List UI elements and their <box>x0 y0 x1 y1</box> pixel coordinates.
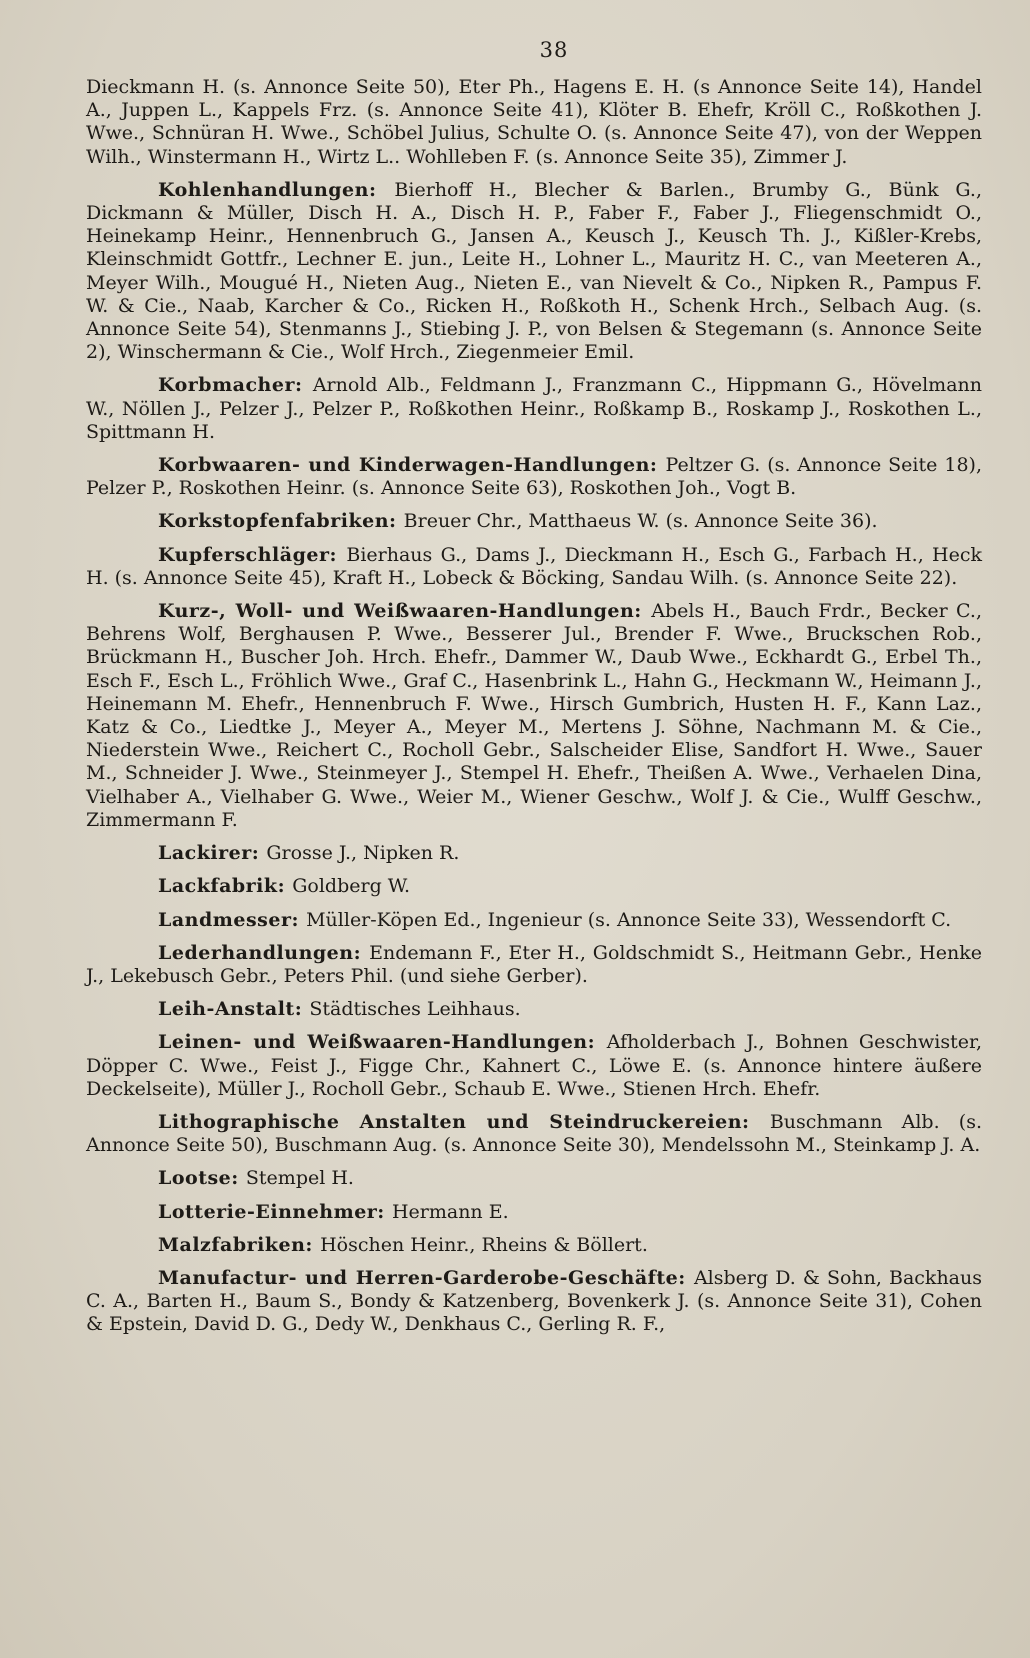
directory-entry <box>86 600 982 832</box>
category-heading: Malzfabriken: <box>158 1233 313 1256</box>
entry-text: Abels H., Bauch Frdr., Becker C., Behrens Wolf, Berghausen P. Wwe., Besserer Jul., Brender F. Wwe., Bruckschen Rob., Brückmann H., Buscher Joh. Hrch. Ehefr., Dammer W., Daub Wwe., Eckhardt G., Erbel Th., Esch F., Esch L., Fröhlich Wwe., Graf C., Hasenbrink L., Hahn G., Heckmann W., Heimann J., Heinemann M. Ehefr., Hennenbruch F. Wwe., Hirsch Gumbrich, Husten H. F., Kann Laz., Katz & Co., Liedtke J., Meyer A., Meyer M., Mertens J. Söhne, Nachmann M. & Cie., Niederstein Wwe., Reichert C., Rocholl Gebr., Salscheider Elise, Sandfort H. Wwe., Sauer M., Schneider J. Wwe., Steinmeyer J., Stempel H. Ehefr., Theißen A. Wwe., Verhaelen Dina, Vielhaber A., Vielhaber G. Wwe., Weier M., Wiener Geschw., Wolf J. & Cie., Wulff Geschw., Zimmermann F. <box>86 600 982 831</box>
entry-text: Dieckmann H. (s. Annonce Seite 50), Eter Ph., Hagens E. H. (s Annonce Seite 14), Handel A., Juppen L., Kappels Frz. (s. Annonce Seite 41), Klöter B. Ehefr, Kröll C., Roßkothen J. Wwe., Schnüran H. Wwe., Schöbel Julius, Schulte O. (s. Annonce Seite 47), von der Weppen Wilh., Winstermann H., Wirtz L.. Wohlleben F. (s. Annonce Seite 35), Zimmer J. <box>86 76 982 168</box>
directory-entry <box>86 875 982 898</box>
directory-entry <box>86 510 982 533</box>
directory-entry <box>86 374 982 444</box>
category-heading: Kohlenhandlungen: <box>158 178 377 201</box>
entry-text: Bierhoff H., Blecher & Barlen., Brumby G., Bünk G., Dickmann & Müller, Disch H. A., Disch H. P., Faber F., Faber J., Fliegenschmidt O., Heinekamp Heinr., Hennenbruch G., Jansen A., Keusch J., Keusch Th. J., Kißler-Krebs, Kleinschmidt Gottfr., Lechner E. jun., Leite H., Lohner L., Mauritz H. C., van Meeteren A., Meyer Wilh., Mougué H., Nieten Aug., Nieten E., van Nievelt & Co., Nipken R., Pampus F. W. & Cie., Naab, Karcher & Co., Ricken H., Roßkoth H., Schenk Hrch., Selbach Aug. (s. Annonce Seite 54), Stenmanns J., Stiebing J. P., von Belsen & Stegemann (s. Annonce Seite 2), Winschermann & Cie., Wolf Hrch., Ziegenmeier Emil. <box>86 178 982 364</box>
directory-entry <box>86 1167 982 1190</box>
category-heading: Korbmacher: <box>158 374 303 397</box>
entry-text: Müller-Köpen Ed., Ingenieur (s. Annonce Seite 33), Wessendorft C. <box>306 908 952 931</box>
category-heading: Landmesser: <box>158 908 299 931</box>
category-heading: Leih-Anstalt: <box>158 998 303 1021</box>
directory-entry <box>86 179 982 365</box>
entry-text: Stempel H. <box>245 1167 354 1190</box>
directory-entry <box>86 998 982 1021</box>
directory-entry <box>86 76 982 169</box>
category-heading: Manufactur- und Herren-Garderobe-Geschäfte: <box>158 1266 686 1289</box>
category-heading: Korbwaaren- und Kinderwagen-Handlungen: <box>158 454 658 477</box>
entry-text: Bierhaus G., Dams J., Dieckmann H., Esch G., Farbach H., Heck H. (s. Annonce Seite 45), Kraft H., Lobeck & Böcking, Sandau Wilh. (s. Annonce Seite 22). <box>86 543 982 589</box>
page-number: 38 <box>539 38 569 62</box>
directory-entry <box>86 1031 982 1101</box>
directory-entry <box>86 1234 982 1257</box>
category-heading: Lootse: <box>158 1167 239 1190</box>
entry-text: Buschmann Alb. (s. Annonce Seite 50), Buschmann Aug. (s. Annonce Seite 30), Mendelssohn M., Steinkamp J. A. <box>86 1110 982 1157</box>
category-heading: Lithographische Anstalten und Steindruckereien: <box>158 1110 750 1133</box>
category-heading: Korkstopfenfabriken: <box>158 510 397 533</box>
entry-text: Peltzer G. (s. Annonce Seite 18), Pelzer P., Roskothen Heinr. (s. Annonce Seite 63), Roskothen Joh., Vogt B. <box>86 454 982 500</box>
directory-entry <box>86 1201 982 1224</box>
category-heading: Kurz-, Woll- und Weißwaaren-Handlungen: <box>158 600 642 623</box>
category-heading: Lotterie-Einnehmer: <box>158 1200 385 1223</box>
entry-text: Breuer Chr., Matthaeus W. (s. Annonce Seite 36). <box>403 510 878 533</box>
entry-text: Arnold Alb., Feldmann J., Franzmann C., Hippmann G., Hövelmann W., Nöllen J., Pelzer J., Pelzer P., Roßkothen Heinr., Roßkamp B., Roskamp J., Roskothen L., Spittmann H. <box>86 374 982 443</box>
category-heading: Leinen- und Weißwaaren-Handlungen: <box>158 1031 596 1054</box>
directory-entry <box>86 942 982 988</box>
entry-text: Höschen Heinr., Rheins & Böllert. <box>320 1233 648 1256</box>
directory-entry <box>86 842 982 865</box>
directory-entry <box>86 909 982 932</box>
entry-text: Grosse J., Nipken R. <box>266 842 460 865</box>
directory-entry <box>86 544 982 590</box>
category-heading: Lackirer: <box>158 842 260 865</box>
directory-entry <box>86 454 982 500</box>
category-heading: Kupferschläger: <box>158 543 337 566</box>
entry-text: Goldberg W. <box>292 875 411 898</box>
directory-entry <box>86 1267 982 1337</box>
category-heading: Lederhandlungen: <box>158 941 362 964</box>
entry-text: Alsberg D. & Sohn, Backhaus C. A., Barten H., Baum S., Bondy & Katzenberg, Bovenkerk J. (s. Annonce Seite 31), Cohen & Epstein, David D. G., Dedy W., Denkhaus C., Gerling R. F., <box>86 1266 983 1336</box>
entry-text: Afholderbach J., Bohnen Geschwister, Döpper C. Wwe., Feist J., Figge Chr., Kahnert C., Löwe E. (s. Annonce hintere äußere Deckelseite), Müller J., Rocholl Gebr., Schaub E. Wwe., Stienen Hrch. Ehefr. <box>86 1031 982 1100</box>
entry-text: Städtisches Leihhaus. <box>309 998 521 1021</box>
entry-text: Hermann E. <box>391 1200 509 1223</box>
directory-entry <box>86 1111 982 1157</box>
category-heading: Lackfabrik: <box>158 875 286 898</box>
entry-text: Endemann F., Eter H., Goldschmidt S., Heitmann Gebr., Henke J., Lekebusch Gebr., Peters Phil. (und siehe Gerber). <box>86 941 982 987</box>
